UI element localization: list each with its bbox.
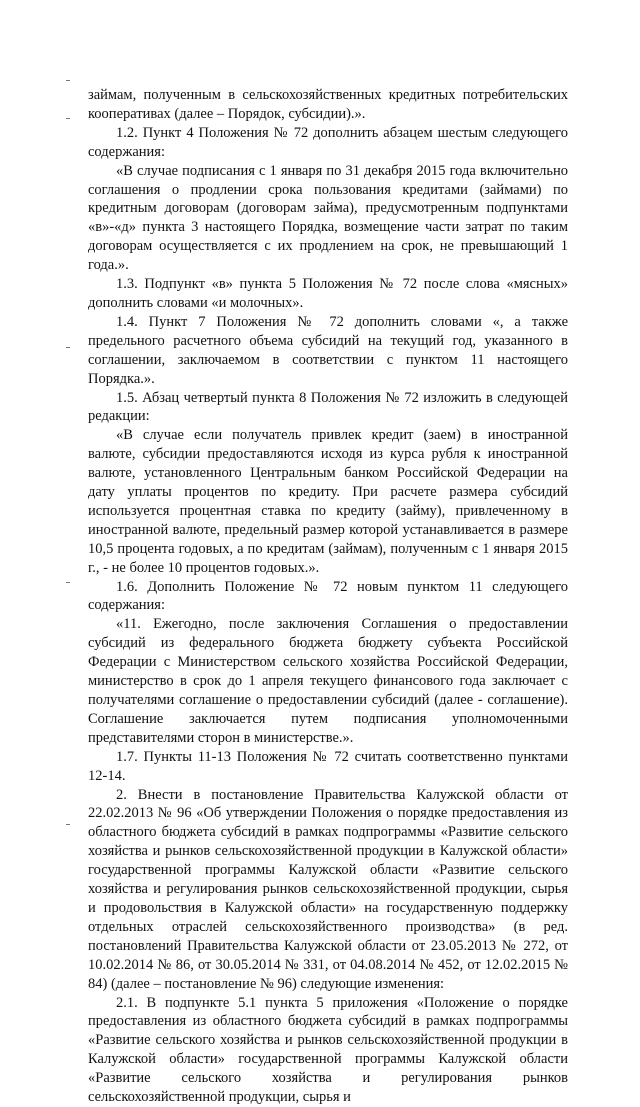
scan-mark bbox=[66, 582, 70, 583]
paragraph: займам, полученным в сельскохозяйственных кредитных потребительских кооперативах (далее – Порядок, субсидии).». bbox=[88, 87, 568, 122]
document-body bbox=[88, 86, 568, 1107]
paragraph: 1.7. Пункты 11-13 Положения № 72 считать соответственно пунктами 12-14. bbox=[88, 748, 568, 784]
paragraph: 1.2. Пункт 4 Положения № 72 дополнить абзацем шестым следующего содержания: bbox=[88, 124, 568, 160]
scan-mark bbox=[66, 80, 70, 81]
paragraph: 1.4. Пункт 7 Положения № 72 дополнить словами «, а также предельного расчетного объема субсидий на текущий год, указанного в соглашении, заключаемом в соответствии с пунктом 11 настоящего Порядка.». bbox=[88, 313, 568, 387]
paragraph: 2. Внести в постановление Правительства Калужской области от 22.02.2013 № 96 «Об утверждении Положения о порядке предоставления из областного бюджета субсидий в рамках подпрограммы «Развитие сельского хозяйства и рынков сельскохозяйственной продукции в Калужской области» государственной программы Калужской области «Развитие сельского хозяйства и регулирования рынков сельскохозяйственной продукции, сырья и продовольствия в Калужской области» на государственную поддержку отдельных отраслей сельскохозяйственного производства» (в ред. постановлений Правительства Калужской области от 23.05.2013 № 272, от 10.02.2014 № 86, от 30.05.2014 № 331, от 04.08.2014 № 452, от 12.02.2015 № 84) (далее – постановление № 96) следующие изменения: bbox=[88, 786, 568, 992]
paragraph: 1.3. Подпункт «в» пункта 5 Положения № 72 после слова «мясных» дополнить словами «и молочных». bbox=[88, 276, 568, 311]
paragraph: «В случае если получатель привлек кредит (заем) в иностранной валюте, субсидии предоставляются исходя из курса рубля к иностранной валюте, установленного Центральным банком Российской Федерации на дату уплаты процентов по кредиту. При расчете размера субсидий используется процентная ставка по кредиту (займу), привлеченному в иностранной валюте, предельный размер которой устанавливается в размере 10,5 процента годовых, а по кредитам (займам), полученным с 1 января 2015 г., - не более 10 процентов годовых.». bbox=[88, 427, 568, 576]
paragraph: «11. Ежегодно, после заключения Соглашения о предоставлении субсидий из федерального бюджета бюджету субъекта Российской Федерации с Министерством сельского хозяйства Российской Федерации, министерство в срок до 1 апреля текущего финансового года заключает с получателями соглашение о предоставлении субсидий (далее - соглашение). Соглашение заключается путем подписания уполномоченными представителями сторон в министерстве.». bbox=[88, 616, 568, 746]
paragraph: 1.5. Абзац четвертый пункта 8 Положения № 72 изложить в следующей редакции: bbox=[88, 389, 568, 425]
scan-mark bbox=[66, 118, 70, 119]
paragraph: 1.6. Дополнить Положение № 72 новым пунктом 11 следующего содержания: bbox=[88, 578, 568, 614]
scan-mark bbox=[66, 824, 70, 825]
scan-mark bbox=[66, 347, 70, 348]
paragraph: 2.1. В подпункте 5.1 пункта 5 приложения «Положение о порядке предоставления из областного бюджета субсидий в рамках подпрограммы «Развитие сельского хозяйства и рынков сельскохозяйственной продукции в Калужской области» государственной программы Калужской области «Развитие сельского хозяйства и регулирования рынков сельскохозяйственной продукции, сырья и bbox=[88, 994, 568, 1106]
paragraph: «В случае подписания с 1 января по 31 декабря 2015 года включительно соглашения о продлении срока пользования кредитами (займами) по кредитным договорам (договорам займа), предусмотренным подпунктами «в»-«д» пункта 3 настоящего Порядка, возмещение части затрат по таким договорам осуществляется с их продлением на срок, не превышающий 1 года.». bbox=[88, 162, 568, 274]
